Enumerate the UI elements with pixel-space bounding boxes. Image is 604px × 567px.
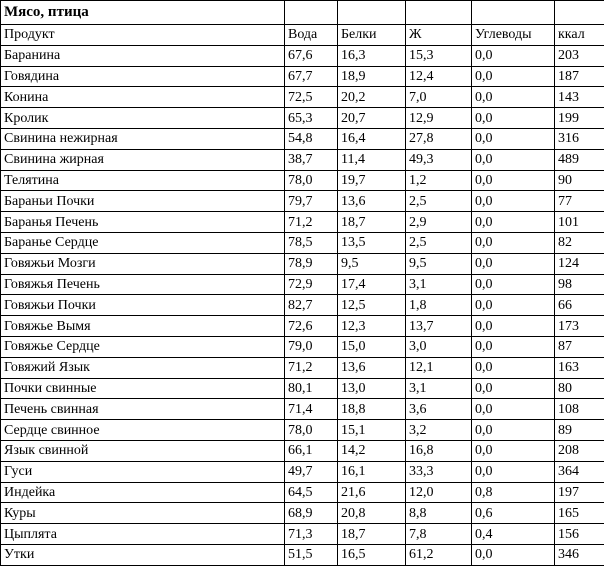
water-value: 80,1 xyxy=(285,378,338,399)
table-row xyxy=(1,212,604,233)
table-title: Мясо, птица xyxy=(1,1,285,25)
fat-value: 2,5 xyxy=(406,191,472,212)
product-name: Цыплята xyxy=(1,524,285,545)
product-name: Телятина xyxy=(1,170,285,191)
kcal-value: 203 xyxy=(555,45,604,66)
water-value: 71,2 xyxy=(285,357,338,378)
table-row xyxy=(1,232,604,253)
water-value: 79,0 xyxy=(285,336,338,357)
table-row xyxy=(1,524,604,545)
kcal-value: 163 xyxy=(555,357,604,378)
carbs-value: 0,0 xyxy=(472,253,555,274)
kcal-value: 197 xyxy=(555,482,604,503)
header-product: Продукт xyxy=(1,25,285,46)
carbs-value: 0,0 xyxy=(472,66,555,87)
product-name: Утки xyxy=(1,544,285,565)
protein-value: 16,1 xyxy=(338,461,406,482)
fat-value: 33,3 xyxy=(406,461,472,482)
kcal-value: 187 xyxy=(555,66,604,87)
product-name: Сердце свинное xyxy=(1,420,285,441)
water-value: 67,6 xyxy=(285,45,338,66)
carbs-value: 0,0 xyxy=(472,108,555,129)
title-empty-cell xyxy=(338,1,406,25)
fat-value: 15,3 xyxy=(406,45,472,66)
protein-value: 18,7 xyxy=(338,212,406,233)
carbs-value: 0,0 xyxy=(472,295,555,316)
product-name: Говядина xyxy=(1,66,285,87)
water-value: 78,0 xyxy=(285,170,338,191)
product-name: Язык свинной xyxy=(1,440,285,461)
water-value: 71,2 xyxy=(285,212,338,233)
carbs-value: 0,0 xyxy=(472,544,555,565)
water-value: 78,0 xyxy=(285,420,338,441)
table-row xyxy=(1,420,604,441)
water-value: 71,4 xyxy=(285,399,338,420)
carbs-value: 0,0 xyxy=(472,399,555,420)
table-row xyxy=(1,108,604,129)
kcal-value: 143 xyxy=(555,87,604,108)
kcal-value: 89 xyxy=(555,420,604,441)
protein-value: 9,5 xyxy=(338,253,406,274)
table-row xyxy=(1,170,604,191)
title-empty-cell xyxy=(555,1,604,25)
water-value: 82,7 xyxy=(285,295,338,316)
water-value: 68,9 xyxy=(285,503,338,524)
table-row xyxy=(1,336,604,357)
fat-value: 2,5 xyxy=(406,232,472,253)
protein-value: 19,7 xyxy=(338,170,406,191)
carbs-value: 0,0 xyxy=(472,45,555,66)
kcal-value: 346 xyxy=(555,544,604,565)
product-name: Почки свинные xyxy=(1,378,285,399)
fat-value: 12,9 xyxy=(406,108,472,129)
protein-value: 13,0 xyxy=(338,378,406,399)
table-row xyxy=(1,357,604,378)
kcal-value: 199 xyxy=(555,108,604,129)
carbs-value: 0,0 xyxy=(472,128,555,149)
protein-value: 18,7 xyxy=(338,524,406,545)
table-row xyxy=(1,440,604,461)
kcal-value: 101 xyxy=(555,212,604,233)
carbs-value: 0,0 xyxy=(472,357,555,378)
table-row xyxy=(1,378,604,399)
product-name: Конина xyxy=(1,87,285,108)
title-empty-cell xyxy=(406,1,472,25)
product-name: Кролик xyxy=(1,108,285,129)
header-carbs: Углеводы xyxy=(472,25,555,46)
carbs-value: 0,6 xyxy=(472,503,555,524)
title-empty-cell xyxy=(472,1,555,25)
fat-value: 13,7 xyxy=(406,316,472,337)
water-value: 54,8 xyxy=(285,128,338,149)
header-water: Вода xyxy=(285,25,338,46)
table-row xyxy=(1,274,604,295)
kcal-value: 316 xyxy=(555,128,604,149)
carbs-value: 0,0 xyxy=(472,440,555,461)
protein-value: 15,1 xyxy=(338,420,406,441)
fat-value: 3,6 xyxy=(406,399,472,420)
protein-value: 20,7 xyxy=(338,108,406,129)
water-value: 65,3 xyxy=(285,108,338,129)
carbs-value: 0,0 xyxy=(472,378,555,399)
protein-value: 16,4 xyxy=(338,128,406,149)
protein-value: 21,6 xyxy=(338,482,406,503)
water-value: 67,7 xyxy=(285,66,338,87)
kcal-value: 98 xyxy=(555,274,604,295)
water-value: 38,7 xyxy=(285,149,338,170)
product-name: Баранье Сердце xyxy=(1,232,285,253)
protein-value: 15,0 xyxy=(338,336,406,357)
kcal-value: 82 xyxy=(555,232,604,253)
carbs-value: 0,4 xyxy=(472,524,555,545)
product-name: Индейка xyxy=(1,482,285,503)
table-row xyxy=(1,45,604,66)
fat-value: 3,2 xyxy=(406,420,472,441)
product-name: Куры xyxy=(1,503,285,524)
water-value: 78,5 xyxy=(285,232,338,253)
carbs-value: 0,0 xyxy=(472,316,555,337)
kcal-value: 66 xyxy=(555,295,604,316)
table-row xyxy=(1,149,604,170)
product-name: Баранина xyxy=(1,45,285,66)
carbs-value: 0,0 xyxy=(472,212,555,233)
table-row xyxy=(1,461,604,482)
kcal-value: 108 xyxy=(555,399,604,420)
carbs-value: 0,0 xyxy=(472,274,555,295)
fat-value: 12,4 xyxy=(406,66,472,87)
protein-value: 11,4 xyxy=(338,149,406,170)
fat-value: 7,8 xyxy=(406,524,472,545)
protein-value: 17,4 xyxy=(338,274,406,295)
kcal-value: 77 xyxy=(555,191,604,212)
water-value: 72,6 xyxy=(285,316,338,337)
fat-value: 61,2 xyxy=(406,544,472,565)
kcal-value: 489 xyxy=(555,149,604,170)
fat-value: 49,3 xyxy=(406,149,472,170)
kcal-value: 90 xyxy=(555,170,604,191)
protein-value: 13,6 xyxy=(338,191,406,212)
carbs-value: 0,0 xyxy=(472,461,555,482)
table-row xyxy=(1,482,604,503)
protein-value: 18,9 xyxy=(338,66,406,87)
product-name: Говяжье Вымя xyxy=(1,316,285,337)
protein-value: 16,3 xyxy=(338,45,406,66)
protein-value: 13,6 xyxy=(338,357,406,378)
product-name: Свинина жирная xyxy=(1,149,285,170)
kcal-value: 80 xyxy=(555,378,604,399)
header-protein: Белки xyxy=(338,25,406,46)
protein-value: 18,8 xyxy=(338,399,406,420)
header-kcal: ккал xyxy=(555,25,604,46)
fat-value: 12,1 xyxy=(406,357,472,378)
product-name: Свинина нежирная xyxy=(1,128,285,149)
product-name: Говяжья Печень xyxy=(1,274,285,295)
water-value: 78,9 xyxy=(285,253,338,274)
kcal-value: 156 xyxy=(555,524,604,545)
water-value: 72,9 xyxy=(285,274,338,295)
title-row xyxy=(1,1,604,25)
product-name: Бараньи Почки xyxy=(1,191,285,212)
protein-value: 14,2 xyxy=(338,440,406,461)
product-name: Баранья Печень xyxy=(1,212,285,233)
fat-value: 1,2 xyxy=(406,170,472,191)
carbs-value: 0,8 xyxy=(472,482,555,503)
fat-value: 1,8 xyxy=(406,295,472,316)
title-empty-cell xyxy=(285,1,338,25)
fat-value: 27,8 xyxy=(406,128,472,149)
fat-value: 3,1 xyxy=(406,378,472,399)
product-name: Говяжье Сердце xyxy=(1,336,285,357)
protein-value: 16,5 xyxy=(338,544,406,565)
carbs-value: 0,0 xyxy=(472,420,555,441)
product-name: Говяжьи Почки xyxy=(1,295,285,316)
water-value: 64,5 xyxy=(285,482,338,503)
kcal-value: 208 xyxy=(555,440,604,461)
fat-value: 2,9 xyxy=(406,212,472,233)
header-row xyxy=(1,25,604,46)
fat-value: 3,0 xyxy=(406,336,472,357)
table-row xyxy=(1,87,604,108)
product-name: Печень свинная xyxy=(1,399,285,420)
table-row xyxy=(1,503,604,524)
table-row xyxy=(1,191,604,212)
carbs-value: 0,0 xyxy=(472,170,555,191)
table-row xyxy=(1,544,604,565)
kcal-value: 87 xyxy=(555,336,604,357)
water-value: 79,7 xyxy=(285,191,338,212)
protein-value: 12,3 xyxy=(338,316,406,337)
fat-value: 3,1 xyxy=(406,274,472,295)
water-value: 72,5 xyxy=(285,87,338,108)
table-row xyxy=(1,316,604,337)
protein-value: 12,5 xyxy=(338,295,406,316)
fat-value: 16,8 xyxy=(406,440,472,461)
protein-value: 20,8 xyxy=(338,503,406,524)
water-value: 71,3 xyxy=(285,524,338,545)
table-row xyxy=(1,66,604,87)
table-row xyxy=(1,295,604,316)
water-value: 49,7 xyxy=(285,461,338,482)
kcal-value: 165 xyxy=(555,503,604,524)
kcal-value: 173 xyxy=(555,316,604,337)
kcal-value: 364 xyxy=(555,461,604,482)
fat-value: 7,0 xyxy=(406,87,472,108)
water-value: 51,5 xyxy=(285,544,338,565)
carbs-value: 0,0 xyxy=(472,232,555,253)
water-value: 66,1 xyxy=(285,440,338,461)
header-fat: Ж xyxy=(406,25,472,46)
product-name: Говяжий Язык xyxy=(1,357,285,378)
carbs-value: 0,0 xyxy=(472,336,555,357)
table-row xyxy=(1,399,604,420)
table-row xyxy=(1,128,604,149)
kcal-value: 124 xyxy=(555,253,604,274)
fat-value: 9,5 xyxy=(406,253,472,274)
table-row xyxy=(1,253,604,274)
protein-value: 13,5 xyxy=(338,232,406,253)
protein-value: 20,2 xyxy=(338,87,406,108)
carbs-value: 0,0 xyxy=(472,149,555,170)
carbs-value: 0,0 xyxy=(472,87,555,108)
fat-value: 8,8 xyxy=(406,503,472,524)
fat-value: 12,0 xyxy=(406,482,472,503)
product-name: Гуси xyxy=(1,461,285,482)
carbs-value: 0,0 xyxy=(472,191,555,212)
product-name: Говяжьи Мозги xyxy=(1,253,285,274)
